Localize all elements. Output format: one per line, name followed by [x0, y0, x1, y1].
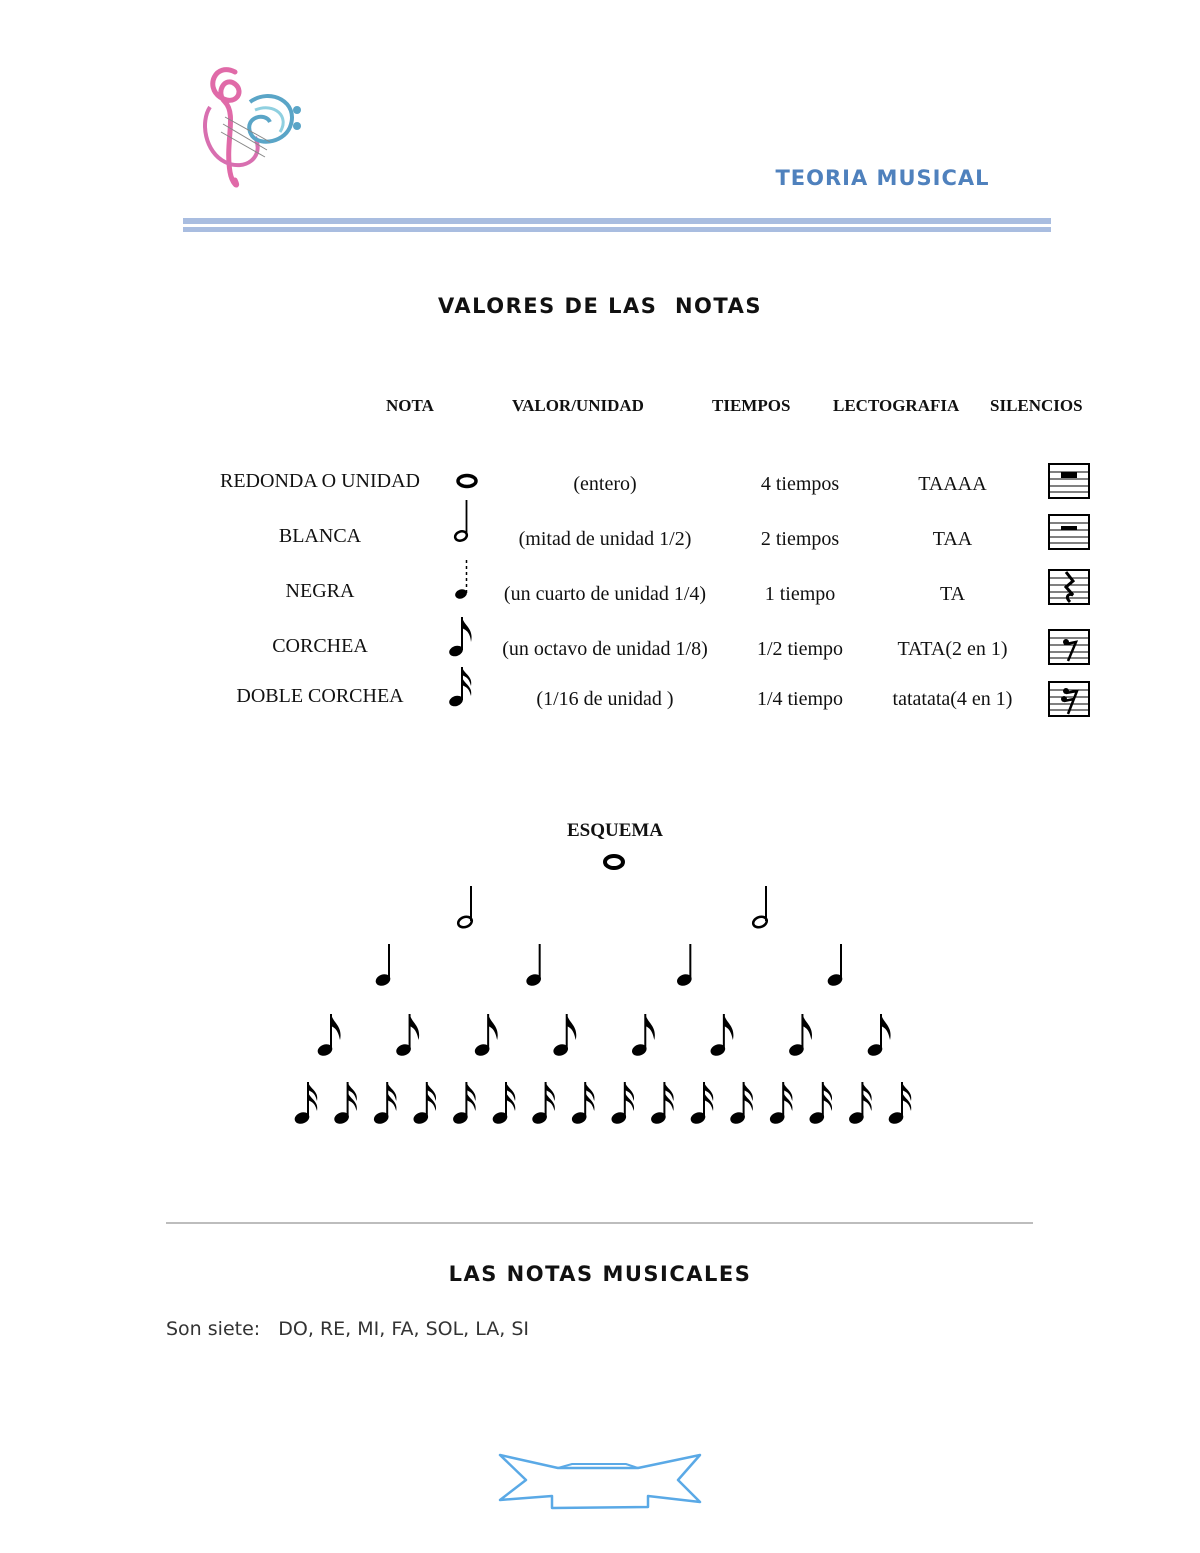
- half-note-icon: [752, 886, 769, 929]
- note-value: (mitad de unidad 1/2): [518, 528, 692, 550]
- sixteenth-note-icon: [452, 1082, 476, 1125]
- note-beats: 1/4 tiempo: [756, 688, 844, 710]
- column-header-lectografia: LECTOGRAFIA: [833, 396, 960, 415]
- note-beats: 4 tiempos: [760, 473, 840, 495]
- section-title-notas: LAS NOTAS MUSICALES: [448, 1262, 752, 1286]
- eighth-note-icon: [631, 1014, 655, 1057]
- note-value: (un cuarto de unidad 1/4): [503, 583, 707, 605]
- note-name: NEGRA: [285, 580, 355, 602]
- note-name: CORCHEA: [272, 635, 368, 657]
- quarter-note-icon: [525, 944, 542, 987]
- header-rule: [183, 218, 1051, 234]
- sixteenth-note-icon: [690, 1082, 714, 1125]
- note-reading: TA: [939, 583, 966, 605]
- note-beats: 2 tiempos: [760, 528, 840, 550]
- quarter-note-icon: [450, 558, 476, 604]
- whole-note-icon: [605, 856, 623, 868]
- note-reading: TAA: [932, 528, 973, 550]
- column-header-silencios: SILENCIOS: [990, 396, 1083, 415]
- quarter-rest-icon: [1048, 569, 1090, 605]
- sixteenth-rest-icon: [1048, 681, 1090, 717]
- note-value: (1/16 de unidad ): [536, 688, 674, 710]
- note-beats: 1/2 tiempo: [756, 638, 844, 660]
- eighth-note-icon: [710, 1014, 734, 1057]
- sixteenth-note-icon: [492, 1082, 516, 1125]
- eighth-note-icon: [317, 1014, 341, 1057]
- quarter-note-icon: [676, 944, 693, 987]
- sixteenth-note-icon: [373, 1082, 397, 1125]
- eighth-note-icon: [446, 614, 478, 660]
- ribbon-banner-icon: [498, 1452, 702, 1514]
- sixteenth-note-icon: [294, 1082, 318, 1125]
- treble-clef-heart-logo-icon: [195, 62, 310, 192]
- sixteenth-note-icon: [446, 664, 478, 710]
- sixteenth-note-icon: [729, 1082, 753, 1125]
- section-title-valores: VALORES DE LAS NOTAS: [438, 294, 762, 318]
- sixteenth-note-icon: [531, 1082, 555, 1125]
- eighth-note-icon: [395, 1014, 419, 1057]
- quarter-note-icon: [827, 944, 844, 987]
- column-header-valor: VALOR/UNIDAD: [512, 396, 644, 415]
- quarter-note-icon: [375, 944, 392, 987]
- note-reading: tatatata(4 en 1): [892, 688, 1013, 710]
- esquema-label: ESQUEMA: [566, 820, 664, 841]
- eighth-note-icon: [867, 1014, 891, 1057]
- note-reading: TAAAA: [918, 473, 987, 495]
- note-scheme-diagram: [0, 840, 1200, 1160]
- sixteenth-note-icon: [769, 1082, 793, 1125]
- eighth-note-icon: [552, 1014, 576, 1057]
- sixteenth-note-icon: [333, 1082, 357, 1125]
- note-beats: 1 tiempo: [764, 583, 836, 605]
- note-value: (un octavo de unidad 1/8): [502, 638, 708, 660]
- whole-rest-icon: [1048, 463, 1090, 499]
- note-name: DOBLE CORCHEA: [236, 685, 404, 707]
- sixteenth-note-icon: [888, 1082, 912, 1125]
- note-value: (entero): [573, 473, 637, 495]
- sixteenth-note-icon: [848, 1082, 872, 1125]
- sixteenth-note-icon: [611, 1082, 635, 1125]
- eighth-rest-icon: [1048, 629, 1090, 665]
- half-rest-icon: [1048, 514, 1090, 550]
- half-note-icon: [457, 886, 474, 929]
- eighth-note-icon: [474, 1014, 498, 1057]
- eighth-note-icon: [788, 1014, 812, 1057]
- half-note-icon: [450, 498, 476, 544]
- sixteenth-note-icon: [571, 1082, 595, 1125]
- column-header-tiempos: TIEMPOS: [712, 396, 791, 415]
- notes-list-text: Son siete: DO, RE, MI, FA, SOL, LA, SI: [166, 1318, 530, 1340]
- sixteenth-note-icon: [413, 1082, 437, 1125]
- column-header-nota: NOTA: [386, 396, 434, 415]
- whole-note-icon: [455, 473, 479, 489]
- section-divider: [166, 1222, 1033, 1224]
- sixteenth-note-icon: [809, 1082, 833, 1125]
- note-reading: TATA(2 en 1): [897, 638, 1008, 660]
- note-name: BLANCA: [278, 525, 362, 547]
- sixteenth-note-icon: [650, 1082, 674, 1125]
- header-title: TEORIA MUSICAL: [775, 166, 990, 190]
- note-name: REDONDA O UNIDAD: [220, 470, 420, 492]
